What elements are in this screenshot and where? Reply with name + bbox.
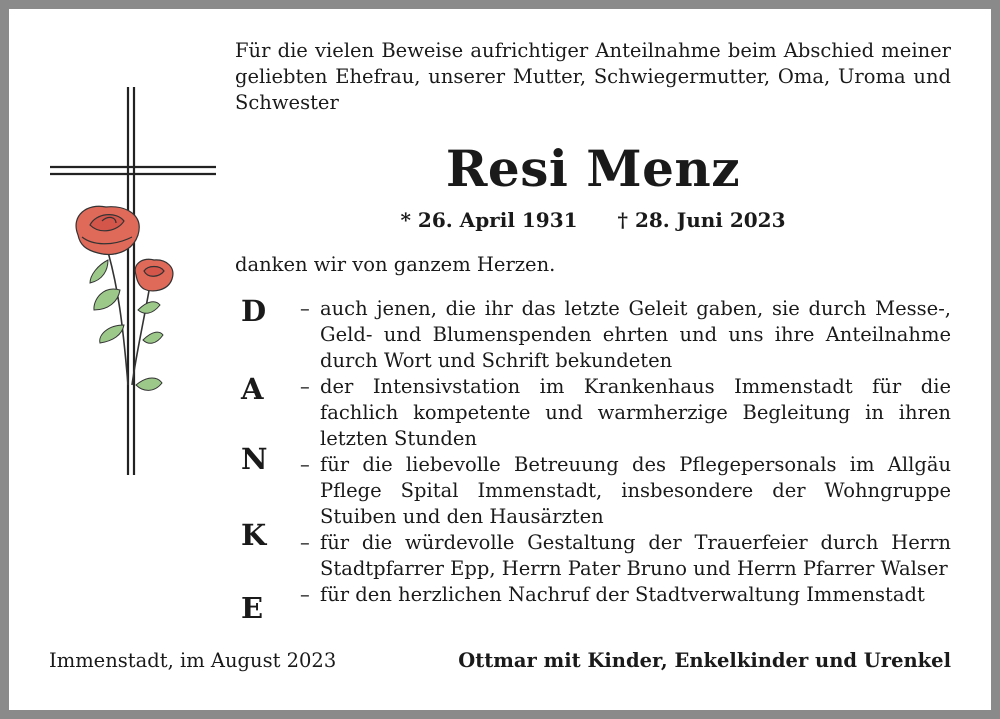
death-date: † 28. Juni 2023 — [617, 208, 786, 232]
birth-date: * 26. April 1931 — [400, 208, 578, 232]
list-item: – für die würdevolle Gestaltung der Trauerfeier durch Herrn Stadtpfarrer Epp, Herrn Pater Bruno und Herrn Pfarrer Walser — [300, 531, 951, 580]
place-date: Immenstadt, im August 2023 — [49, 649, 337, 672]
deceased-name: Resi Menz — [445, 139, 741, 198]
list-item: – für den herzlichen Nachruf der Stadtverwaltung Immenstadt — [300, 583, 925, 606]
letter-n: N — [241, 442, 268, 476]
letter-a: A — [241, 372, 264, 406]
thanks-line: danken wir von ganzem Herzen. — [235, 253, 556, 276]
letter-e: E — [241, 591, 264, 625]
cross-with-roses-icon — [48, 85, 218, 477]
letter-d: D — [241, 294, 267, 328]
thanks-list — [300, 296, 951, 608]
list-item: – auch jenen, die ihr das letzte Geleit gaben, sie durch Messe-, Geld- und Blumenspenden ehrten und uns ihre Anteilnahme durch Wort und Schrift bekundeten — [300, 297, 951, 372]
list-item: – für die liebevolle Betreuung des Pflegepersonals im Allgäu Pflege Spital Immenstadt, insbesondere der Wohngruppe Stuiben und den Hausärzten — [300, 453, 951, 528]
signatories: Ottmar mit Kinder, Enkelkinder und Urenkel — [458, 649, 951, 672]
letter-k: K — [241, 518, 267, 552]
life-dates — [235, 205, 951, 235]
list-item: – der Intensivstation im Krankenhaus Immenstadt für die fachlich kompetente und warmherzige Begleitung in ihren letzten Stunden — [300, 375, 951, 450]
intro-text: Für die vielen Beweise aufrichtiger Anteilnahme beim Abschied meiner geliebten Ehefrau, unserer Mutter, Schwiegermutter, Oma, Uroma und Schwester — [235, 39, 951, 114]
